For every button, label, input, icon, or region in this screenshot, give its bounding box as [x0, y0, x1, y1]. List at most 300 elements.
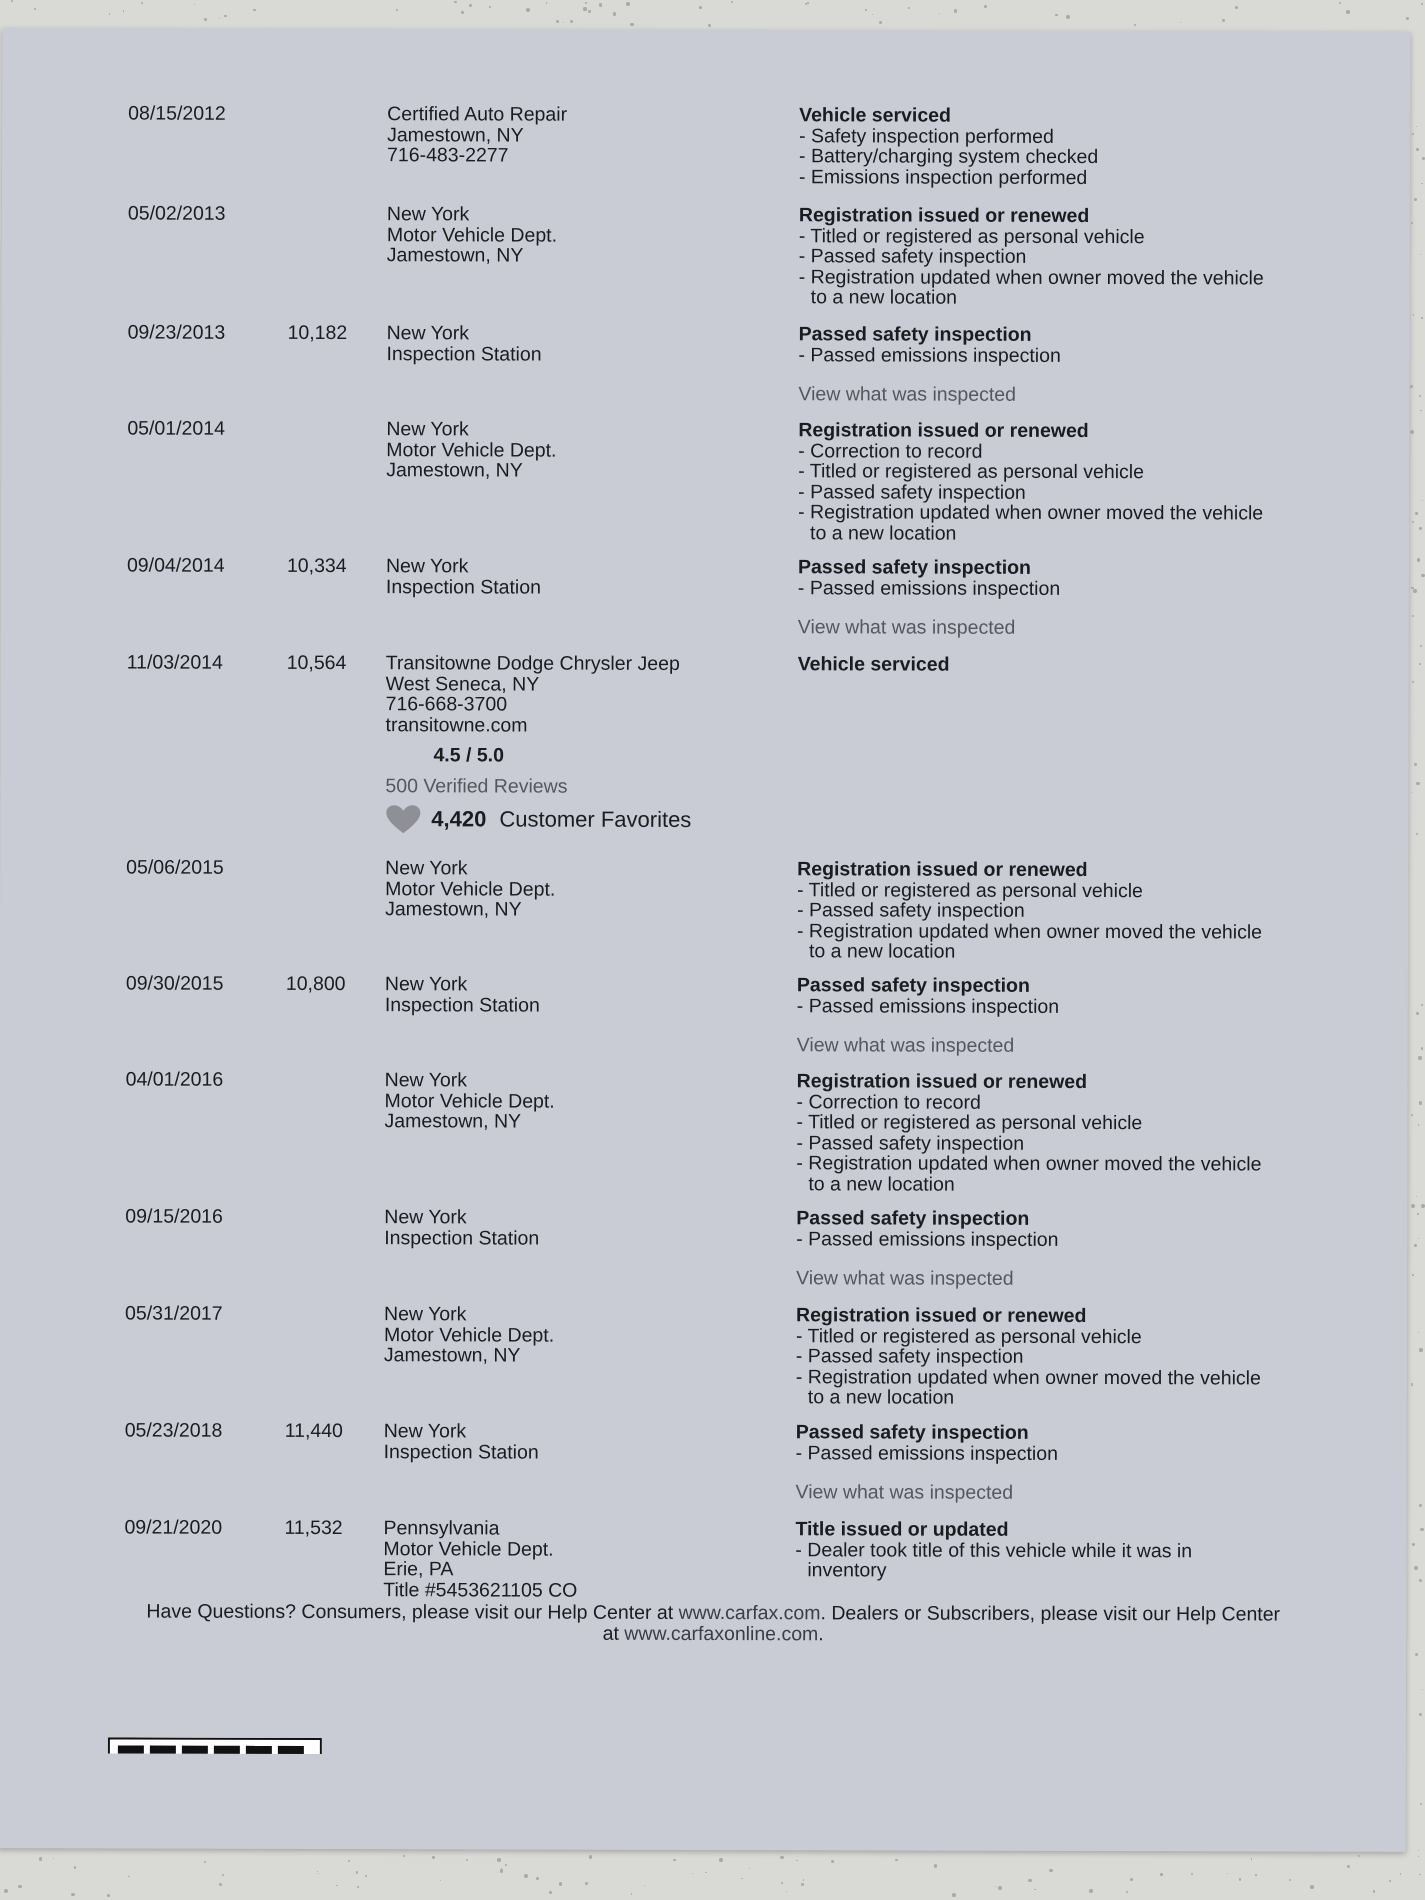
speck [585, 2, 587, 4]
record-details [795, 1519, 1315, 1582]
speck [1411, 1385, 1412, 1386]
speck [1421, 1004, 1423, 1006]
speck [356, 1871, 359, 1874]
speck [1419, 663, 1421, 665]
speck [570, 20, 573, 23]
record-date: 05/31/2017 [124, 1302, 223, 1325]
speck [588, 10, 591, 13]
speck [741, 1878, 743, 1880]
speck [317, 1871, 318, 1872]
record-source [386, 556, 766, 598]
record-detail-item: - Registration updated when owner moved the vehicle [796, 919, 1263, 943]
view-inspection-link[interactable]: View what was inspected [796, 1267, 1014, 1290]
speck [1414, 1566, 1418, 1570]
record-title: Vehicle serviced [799, 104, 951, 127]
record-detail-item: - Passed emissions inspection [796, 1227, 1059, 1251]
speck [1134, 24, 1136, 26]
speck [1055, 14, 1058, 17]
speck [1411, 1204, 1415, 1208]
source-line: Jamestown, NY [384, 1110, 522, 1133]
history-records [2, 28, 1410, 1602]
speck [1180, 22, 1181, 23]
record-date: 09/21/2020 [124, 1516, 223, 1539]
speck [1416, 782, 1419, 785]
speck [549, 1891, 552, 1894]
speck [786, 1891, 787, 1892]
source-line: Jamestown, NY [385, 898, 522, 921]
speck [673, 1859, 675, 1861]
source-line: Inspection Station [384, 1226, 540, 1250]
speck [908, 7, 910, 9]
speck [613, 12, 617, 16]
speck [505, 1864, 507, 1866]
speck [865, 9, 867, 11]
speck [219, 1883, 222, 1886]
source-line: Jamestown, NY [383, 1344, 521, 1367]
speck [954, 9, 957, 12]
record-detail-item: inventory [807, 1559, 887, 1582]
speck [1416, 148, 1419, 151]
speck [731, 1, 733, 3]
source-line: Motor Vehicle Dept. [386, 223, 558, 247]
speck [1373, 1890, 1375, 1892]
speck [585, 1882, 588, 1885]
speck [1235, 6, 1238, 9]
speck [396, 9, 398, 11]
speck [336, 1885, 337, 1886]
speck [1421, 183, 1423, 185]
record-detail-item: - Passed emissions inspection [796, 994, 1060, 1018]
speck [1339, 2, 1341, 4]
speck [1415, 512, 1418, 515]
speck [1418, 1332, 1419, 1333]
record-date: 05/23/2018 [124, 1419, 223, 1442]
speck [318, 1873, 319, 1874]
speck [1419, 395, 1421, 397]
speck [803, 1879, 804, 1880]
speck [1412, 681, 1414, 683]
speck [1418, 1850, 1419, 1851]
speck [939, 13, 940, 14]
record-detail-item: - Correction to record [798, 439, 983, 463]
speck [1389, 1880, 1391, 1882]
speck [1411, 1383, 1413, 1385]
report-page [0, 28, 1410, 1852]
speck [11, 0, 13, 2]
speck [454, 1, 456, 3]
record-detail-item: - Passed emissions inspection [798, 343, 1061, 367]
speck [556, 20, 559, 23]
speck [1421, 1204, 1425, 1208]
speck [253, 9, 255, 11]
carfax-link[interactable]: www.carfax.com [678, 1601, 821, 1625]
record-title: Passed safety inspection [798, 323, 1032, 346]
source-line: New York [384, 1206, 467, 1229]
record-details [799, 105, 1319, 188]
speck [1255, 1874, 1257, 1876]
speck [705, 1872, 707, 1874]
speck [692, 1873, 693, 1874]
record-odometer: 10,800 [285, 972, 346, 996]
speck [1422, 1689, 1424, 1691]
record-date: 05/02/2013 [127, 202, 226, 225]
speck [699, 6, 702, 9]
record-odometer: 11,532 [284, 1516, 343, 1540]
speck [461, 11, 463, 13]
history-record [1, 554, 1409, 639]
history-record [0, 1516, 1406, 1602]
speck [1419, 527, 1422, 530]
speck [204, 18, 207, 21]
speck [599, 3, 603, 7]
record-detail-item: - Dealer took title of this vehicle while it was in [795, 1538, 1193, 1562]
record-source [384, 1070, 764, 1132]
source-line: Motor Vehicle Dept. [385, 877, 556, 901]
speck [1420, 1528, 1423, 1531]
carfax-logo-icon [108, 1737, 322, 1754]
speck [1418, 1124, 1419, 1125]
speck [1421, 574, 1425, 578]
record-date: 05/01/2014 [127, 417, 225, 440]
record-title: Passed safety inspection [795, 1421, 1029, 1444]
speck [500, 1869, 504, 1873]
speck [1414, 763, 1417, 766]
speck [1034, 1889, 1035, 1890]
speck [1412, 615, 1415, 618]
speck [1421, 317, 1423, 319]
speck [801, 1883, 804, 1886]
speck [1416, 1196, 1417, 1197]
source-line: Pennsylvania [383, 1517, 500, 1540]
speck [1420, 1803, 1422, 1805]
speck [1413, 314, 1414, 315]
speck [1160, 1873, 1163, 1876]
speck [1416, 1012, 1419, 1015]
speck [1346, 10, 1350, 14]
source-line: Motor Vehicle Dept. [383, 1323, 555, 1347]
view-inspection-link[interactable]: View what was inspected [796, 1034, 1015, 1057]
record-detail-item: - Emissions inspection performed [798, 165, 1088, 189]
source-line: New York [386, 322, 470, 345]
speck [1289, 1879, 1291, 1881]
source-line: New York [385, 555, 469, 578]
speck [1419, 1101, 1422, 1104]
speck [984, 5, 987, 8]
record-detail-item: - Registration updated when owner moved the vehicle [796, 1152, 1262, 1176]
footer-text-4: . [818, 1623, 824, 1646]
record-title: Registration issued or renewed [797, 858, 1088, 882]
record-date: 09/23/2013 [127, 321, 226, 344]
speck [348, 1860, 350, 1862]
speck [18, 1885, 22, 1889]
speck [631, 1893, 633, 1895]
record-detail-item: to a new location [808, 940, 956, 963]
speck [440, 1880, 441, 1881]
speck [1251, 1858, 1252, 1859]
record-source [386, 419, 766, 481]
speck [109, 13, 111, 15]
speck [1417, 558, 1420, 561]
speck [1347, 1865, 1350, 1868]
speck [1414, 198, 1417, 201]
speck [1415, 1653, 1418, 1656]
speck [204, 1861, 206, 1863]
speck [469, 4, 472, 7]
speck [1420, 410, 1421, 411]
record-detail-item: - Passed safety inspection [796, 1131, 1025, 1155]
speck [524, 1874, 528, 1878]
speck [1089, 1889, 1093, 1893]
speck [141, 2, 143, 4]
view-inspection-link[interactable]: View what was inspected [798, 383, 1016, 406]
record-source [387, 204, 767, 266]
speck [71, 1893, 75, 1897]
speck [1418, 1856, 1419, 1857]
speck [497, 1858, 501, 1862]
record-source [384, 1421, 764, 1463]
record-title: Registration issued or renewed [795, 1304, 1087, 1328]
history-record [0, 1068, 1408, 1196]
speck [365, 1875, 368, 1878]
speck [1420, 254, 1421, 255]
speck [222, 1874, 224, 1876]
customer-favorites [385, 804, 765, 835]
speck [995, 1886, 996, 1887]
speck [879, 21, 882, 24]
history-record [0, 1205, 1407, 1290]
source-line: Inspection Station [384, 993, 540, 1017]
speck [1028, 1879, 1032, 1883]
view-inspection-link[interactable]: View what was inspected [797, 616, 1016, 639]
record-source [387, 323, 767, 365]
record-details [796, 1422, 1316, 1504]
record-odometer: 10,334 [286, 554, 347, 578]
history-record [0, 1302, 1407, 1409]
record-odometer: 10,564 [286, 651, 347, 675]
speck [1422, 500, 1423, 501]
speck [1412, 521, 1414, 523]
source-line: Jamestown, NY [386, 459, 523, 482]
speck [589, 1855, 592, 1858]
record-source [383, 1518, 763, 1601]
record-detail-item: - Registration updated when owner moved the vehicle [798, 501, 1264, 525]
source-line: Inspection Station [385, 575, 541, 599]
source-line: Title #5453621105 CO [383, 1578, 578, 1602]
speck [224, 15, 226, 17]
record-detail-item: to a new location [810, 286, 958, 309]
record-source [385, 653, 765, 835]
speck [53, 1858, 54, 1859]
speck [1420, 645, 1422, 647]
record-title: Registration issued or renewed [796, 1070, 1088, 1094]
source-line: transitowne.com [385, 713, 528, 737]
speck [489, 6, 491, 8]
record-detail-item: - Battery/charging system checked [799, 145, 1099, 169]
footer-text-1: Have Questions? Consumers, please visit our Help Center at [146, 1600, 679, 1624]
speck [466, 1859, 468, 1861]
source-line: 716-483-2277 [387, 144, 509, 167]
record-details [796, 1071, 1316, 1195]
speck [39, 1857, 42, 1860]
speck [1358, 1855, 1360, 1857]
speck [1418, 1056, 1421, 1059]
speck [4, 1889, 8, 1893]
record-date: 11/03/2014 [126, 651, 223, 674]
record-detail-item: - Passed safety inspection [798, 245, 1027, 268]
favorites-count: 4,420 [431, 806, 487, 832]
history-record [0, 856, 1408, 963]
history-record [2, 202, 1410, 309]
speck [1222, 19, 1225, 22]
source-line: 716-668-3700 [385, 693, 508, 716]
record-detail-item: - Passed safety inspection [798, 480, 1026, 504]
speck [1419, 1504, 1422, 1507]
speck [1411, 792, 1412, 793]
speck [1126, 1891, 1128, 1893]
speck [934, 1864, 937, 1867]
source-line: New York [386, 418, 469, 441]
speck [128, 1876, 130, 1878]
record-title: Title issued or updated [795, 1518, 1009, 1541]
source-line: Motor Vehicle Dept. [383, 1537, 554, 1561]
history-record [2, 321, 1410, 406]
source-line: New York [385, 857, 468, 880]
record-detail-item: to a new location [810, 521, 957, 545]
record-detail-item: - Titled or registered as personal vehicle [798, 460, 1145, 484]
record-date: 09/04/2014 [126, 554, 225, 577]
speck [719, 1858, 723, 1862]
record-detail-item: - Titled or registered as personal vehicle [798, 224, 1145, 248]
speck [952, 1893, 956, 1897]
speck [1066, 15, 1070, 19]
source-line: New York [383, 1303, 467, 1326]
speck [107, 1894, 110, 1897]
record-detail-item: - Titled or registered as personal vehicle [795, 1324, 1142, 1348]
record-date: 09/30/2015 [125, 972, 224, 995]
record-title: Passed safety inspection [796, 974, 1030, 997]
speck [123, 10, 124, 11]
source-line: Inspection Station [386, 342, 542, 366]
speck [1191, 1873, 1193, 1875]
speck [831, 1860, 834, 1863]
record-odometer: 11,440 [284, 1419, 343, 1443]
record-title: Vehicle serviced [797, 653, 950, 676]
speck [626, 2, 630, 6]
speck [536, 1877, 540, 1881]
help-footer [98, 1601, 1328, 1646]
record-details [798, 420, 1318, 544]
speck [998, 1886, 1002, 1890]
speck [749, 1868, 750, 1869]
record-title: Registration issued or renewed [798, 204, 1090, 228]
record-detail-item: - Correction to record [796, 1090, 981, 1114]
record-source [385, 858, 765, 920]
record-detail-item: - Titled or registered as personal vehicle [797, 878, 1143, 902]
speck [1412, 1274, 1414, 1276]
speck [1421, 3, 1423, 5]
history-record [2, 102, 1410, 189]
speck [1416, 126, 1417, 127]
record-details [797, 975, 1317, 1057]
verified-reviews-link[interactable]: 500 Verified Reviews [385, 774, 568, 798]
record-detail-item: - Registration updated when owner moved the vehicle [795, 1365, 1261, 1389]
speck [546, 2, 547, 3]
source-line: New York [383, 1420, 467, 1443]
speck [1413, 589, 1417, 593]
speck [1410, 430, 1414, 434]
source-line: Jamestown, NY [386, 244, 524, 267]
record-detail-item: - Passed emissions inspection [795, 1441, 1058, 1465]
history-record [1, 417, 1409, 545]
record-title: Passed safety inspection [797, 556, 1032, 579]
view-inspection-link[interactable]: View what was inspected [795, 1481, 1014, 1504]
speck [1310, 1885, 1314, 1889]
speck [1422, 157, 1425, 160]
history-record [1, 651, 1409, 832]
record-details [798, 654, 1318, 676]
favorites-label: Customer Favorites [499, 806, 692, 832]
record-title: Passed safety inspection [796, 1207, 1030, 1230]
speck [1414, 1244, 1417, 1247]
source-line: New York [384, 1069, 468, 1092]
speck [74, 1866, 76, 1868]
speck [1239, 1878, 1241, 1880]
speck [1418, 1238, 1420, 1240]
source-line: Inspection Station [383, 1440, 539, 1464]
speck [1419, 1348, 1423, 1352]
speck [1419, 1874, 1420, 1875]
speck [403, 1855, 405, 1857]
speck [1417, 1213, 1419, 1215]
speck [1130, 1878, 1133, 1881]
source-line: Jamestown, NY [387, 123, 524, 147]
footer-text-2: . Dealers or Subscribers, please visit our Help Center [820, 1602, 1281, 1626]
record-title: Registration issued or renewed [798, 419, 1089, 443]
source-line: Motor Vehicle Dept. [384, 1089, 555, 1113]
source-line: West Seneca, NY [385, 672, 540, 696]
record-detail-item: - Registration updated when owner moved the vehicle [798, 265, 1264, 289]
speck [219, 18, 221, 20]
record-detail-item: to a new location [807, 1386, 955, 1409]
record-date: 04/01/2016 [125, 1068, 224, 1091]
record-details [797, 859, 1317, 963]
speck [708, 24, 711, 27]
speck [1410, 385, 1413, 388]
record-source [384, 1207, 764, 1249]
speck [1419, 1579, 1422, 1582]
speck [872, 14, 873, 15]
history-record [0, 1419, 1407, 1504]
speck [1227, 1873, 1228, 1874]
speck [780, 1856, 783, 1859]
speck [1412, 1543, 1415, 1546]
record-date: 05/06/2015 [126, 856, 224, 879]
heart-icon [385, 804, 421, 834]
source-line: Certified Auto Repair [387, 103, 568, 126]
record-detail-item: - Passed safety inspection [797, 899, 1025, 922]
record-details [799, 205, 1319, 309]
record-detail-item: - Passed safety inspection [795, 1345, 1024, 1368]
speck [895, 1859, 897, 1861]
history-record [0, 972, 1408, 1057]
carfaxonline-link[interactable]: www.carfaxonline.com [624, 1622, 819, 1646]
speck [1411, 222, 1413, 224]
source-line: Motor Vehicle Dept. [386, 438, 557, 462]
speck [34, 8, 36, 10]
speck [781, 1882, 783, 1884]
record-detail-item: - Titled or registered as personal vehicle [796, 1111, 1143, 1135]
speck [644, 1885, 645, 1886]
